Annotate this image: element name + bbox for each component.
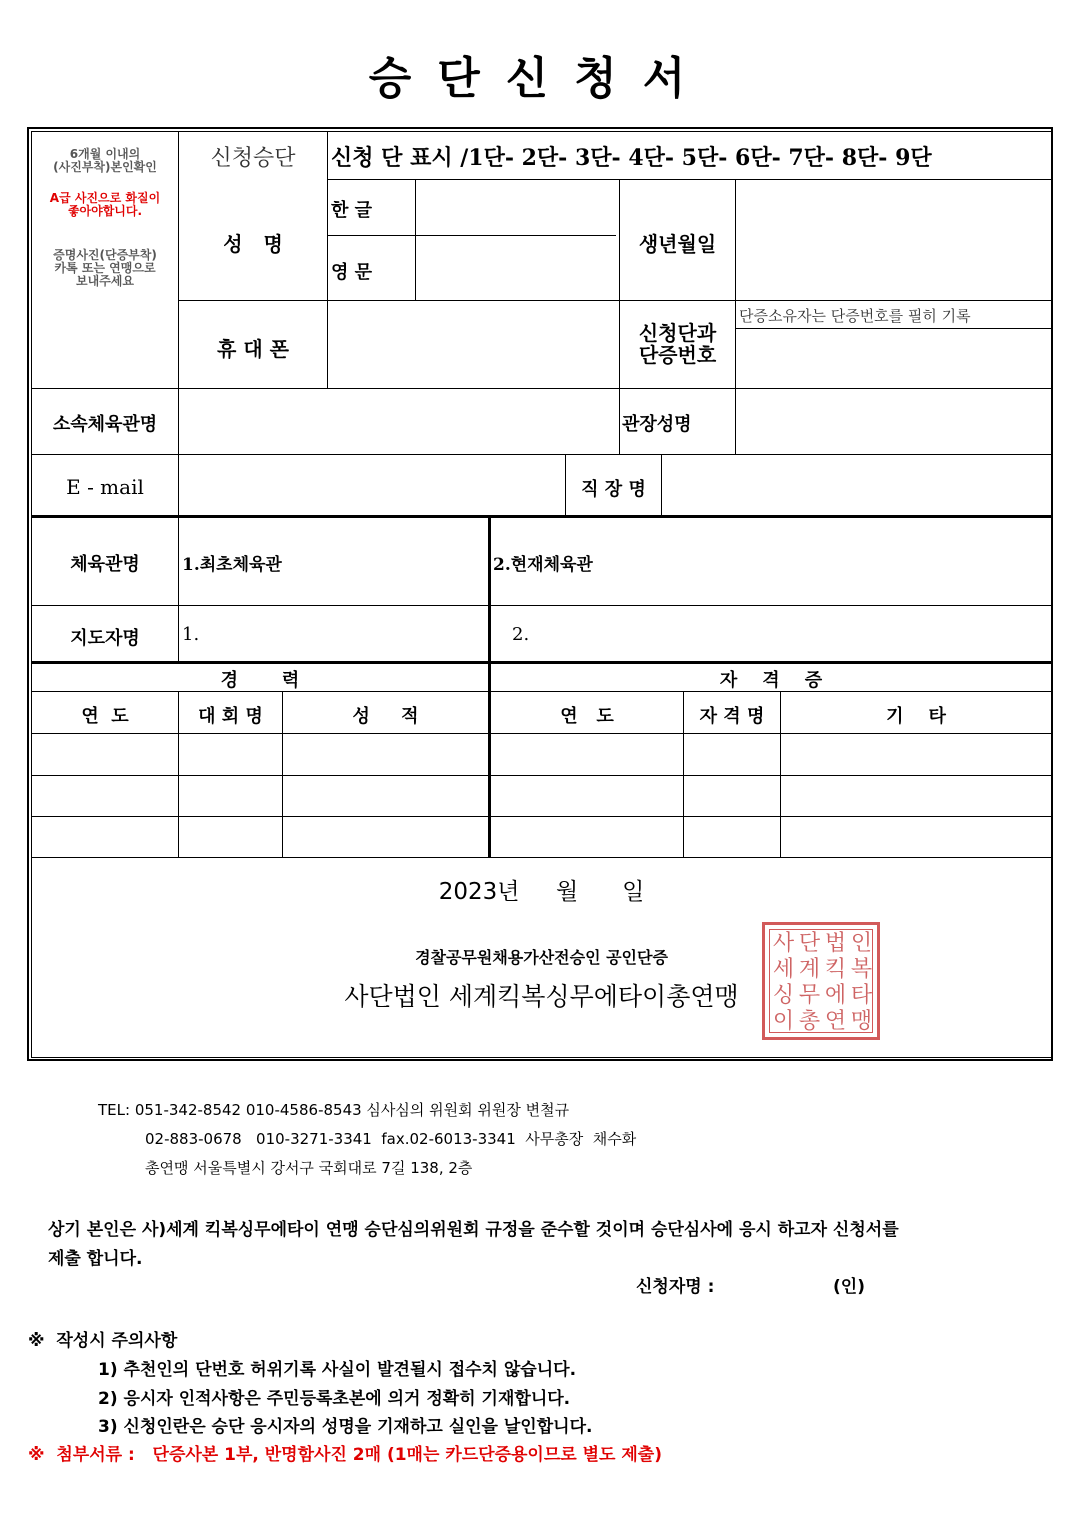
note-item-1: 1) 추천인의 단번호 허위기록 사실이 발견될시 접수치 않습니다. [98, 1360, 577, 1380]
applicant-name-field[interactable] [730, 1268, 825, 1296]
seal-glyph: 맹 [850, 1009, 873, 1034]
form-title: 승단신청서 [368, 53, 712, 104]
instructor-label: 지도자명 [70, 628, 140, 649]
seal-glyph: 세 [772, 957, 795, 982]
instructor-field-1[interactable]: 1. [182, 624, 200, 645]
first-gym-field[interactable]: 1.최초체육관 [182, 555, 282, 575]
korean-name-label: 한 글 [331, 200, 373, 221]
cert-header: 자 격 증 [719, 670, 823, 691]
seal-glyph: 단 [798, 931, 821, 956]
notes-heading: ※ 작성시 주의사항 [28, 1331, 178, 1351]
note-item-2: 2) 응시자 인적사항은 주민등록초본에 의거 정확히 기재합니다. [98, 1389, 571, 1409]
email-field[interactable] [179, 455, 565, 515]
cert-year-header: 연 도 [560, 706, 614, 727]
photo-quality-warning: A급 사진으로 화질이 좋아야합니다. [49, 191, 161, 218]
seal-mark: (인) [833, 1277, 865, 1297]
name-label: 성 명 [223, 232, 283, 256]
instructor-field-2[interactable]: 2. [512, 624, 530, 645]
apply-rank-label: 신청승단 [210, 146, 296, 171]
seal-glyph: 사 [772, 931, 795, 956]
cert-name-header: 자 격 명 [699, 706, 765, 727]
career-header: 경 력 [220, 670, 300, 691]
seal-glyph: 계 [798, 957, 821, 982]
current-gym-field[interactable]: 2.현재체육관 [493, 555, 593, 575]
organization-seal [762, 922, 880, 1040]
english-name-field[interactable] [416, 236, 619, 300]
org-name: 사단법인 세계킥복싱무에타이총연맹 [344, 982, 739, 1011]
career-result-header: 성 적 [352, 706, 419, 727]
owner-field[interactable] [736, 389, 1051, 454]
owner-label: 관장성명 [622, 414, 692, 435]
cert-etc-header: 기 타 [886, 706, 946, 727]
english-name-label: 영 문 [331, 262, 373, 283]
contact-address: 총연맹 서울특별시 강서구 국회대로 7길 138, 2층 [145, 1159, 473, 1177]
seal-glyph: 싱 [772, 983, 795, 1008]
korean-name-field[interactable] [416, 180, 619, 235]
workplace-field[interactable] [662, 455, 1051, 515]
career-year-header: 연 도 [81, 706, 129, 727]
contact-line-2: 02-883-0678 010-3271-3341 fax.02-6013-3341 사무총장 채수화 [145, 1130, 637, 1148]
gym-field[interactable] [179, 389, 619, 454]
seal-glyph: 복 [850, 957, 873, 982]
rank-number-field[interactable] [736, 329, 1051, 388]
rank-number-note: 단증소유자는 단증번호를 필히 기록 [739, 307, 971, 325]
seal-glyph: 이 [772, 1009, 795, 1034]
gym-label: 소속체육관명 [52, 414, 158, 435]
pledge-text: 상기 본인은 사)세계 킥복싱무에타이 연맹 승단심의위원회 규정을 준수할 것이며 승단심사에 응시 하고자 신청서를 [48, 1220, 899, 1240]
seal-glyph: 법 [824, 931, 847, 956]
phone-label: 휴 대 폰 [217, 337, 289, 361]
seal-glyph: 연 [824, 1009, 847, 1034]
seal-glyph: 타 [850, 983, 873, 1008]
attachment-note: ※ 첨부서류 : 단증사본 1부, 반명함사진 2매 (1매는 카드단증용이므로 별도 제출) [28, 1445, 662, 1465]
date-line: 2023년 월 일 [438, 879, 645, 905]
seal-glyph: 인 [850, 931, 873, 956]
birth-field[interactable] [736, 180, 1051, 300]
seal-glyph: 무 [798, 983, 821, 1008]
rank-marker-field[interactable]: 신청 단 표시 /1단- 2단- 3단- 4단- 5단- 6단- 7단- 8단- 9단 [331, 145, 932, 171]
workplace-label: 직 장 명 [581, 479, 646, 500]
photo-instruction: 6개월 이내의 (사진부착)본인확인 [53, 147, 157, 174]
gym-name-label: 체육관명 [70, 554, 140, 575]
career-event-header: 대 회 명 [198, 706, 263, 727]
org-subtitle: 경찰공무원채용가산전승인 공인단증 [415, 948, 668, 967]
rank-number-label: 신청단과 단증번호 [638, 321, 717, 367]
seal-glyph: 총 [798, 1009, 821, 1034]
birth-label: 생년월일 [638, 232, 717, 256]
seal-glyph: 에 [824, 983, 847, 1008]
pledge-text-2: 제출 합니다. [48, 1249, 143, 1269]
applicant-name-label: 신청자명 : [636, 1277, 715, 1297]
phone-field[interactable] [328, 301, 619, 388]
photo-submit-note: 증명사진(단증부착) 카톡 또는 연맹으로 보내주세요 [53, 248, 157, 288]
note-item-3: 3) 신청인란은 승단 응시자의 성명을 기재하고 실인을 날인합니다. [98, 1417, 593, 1437]
email-label: E - mail [66, 475, 144, 499]
contact-line-1: TEL: 051-342-8542 010-4586-8543 심사심의 위원회 위원장 변철규 [98, 1101, 570, 1119]
seal-glyph: 킥 [824, 957, 847, 982]
